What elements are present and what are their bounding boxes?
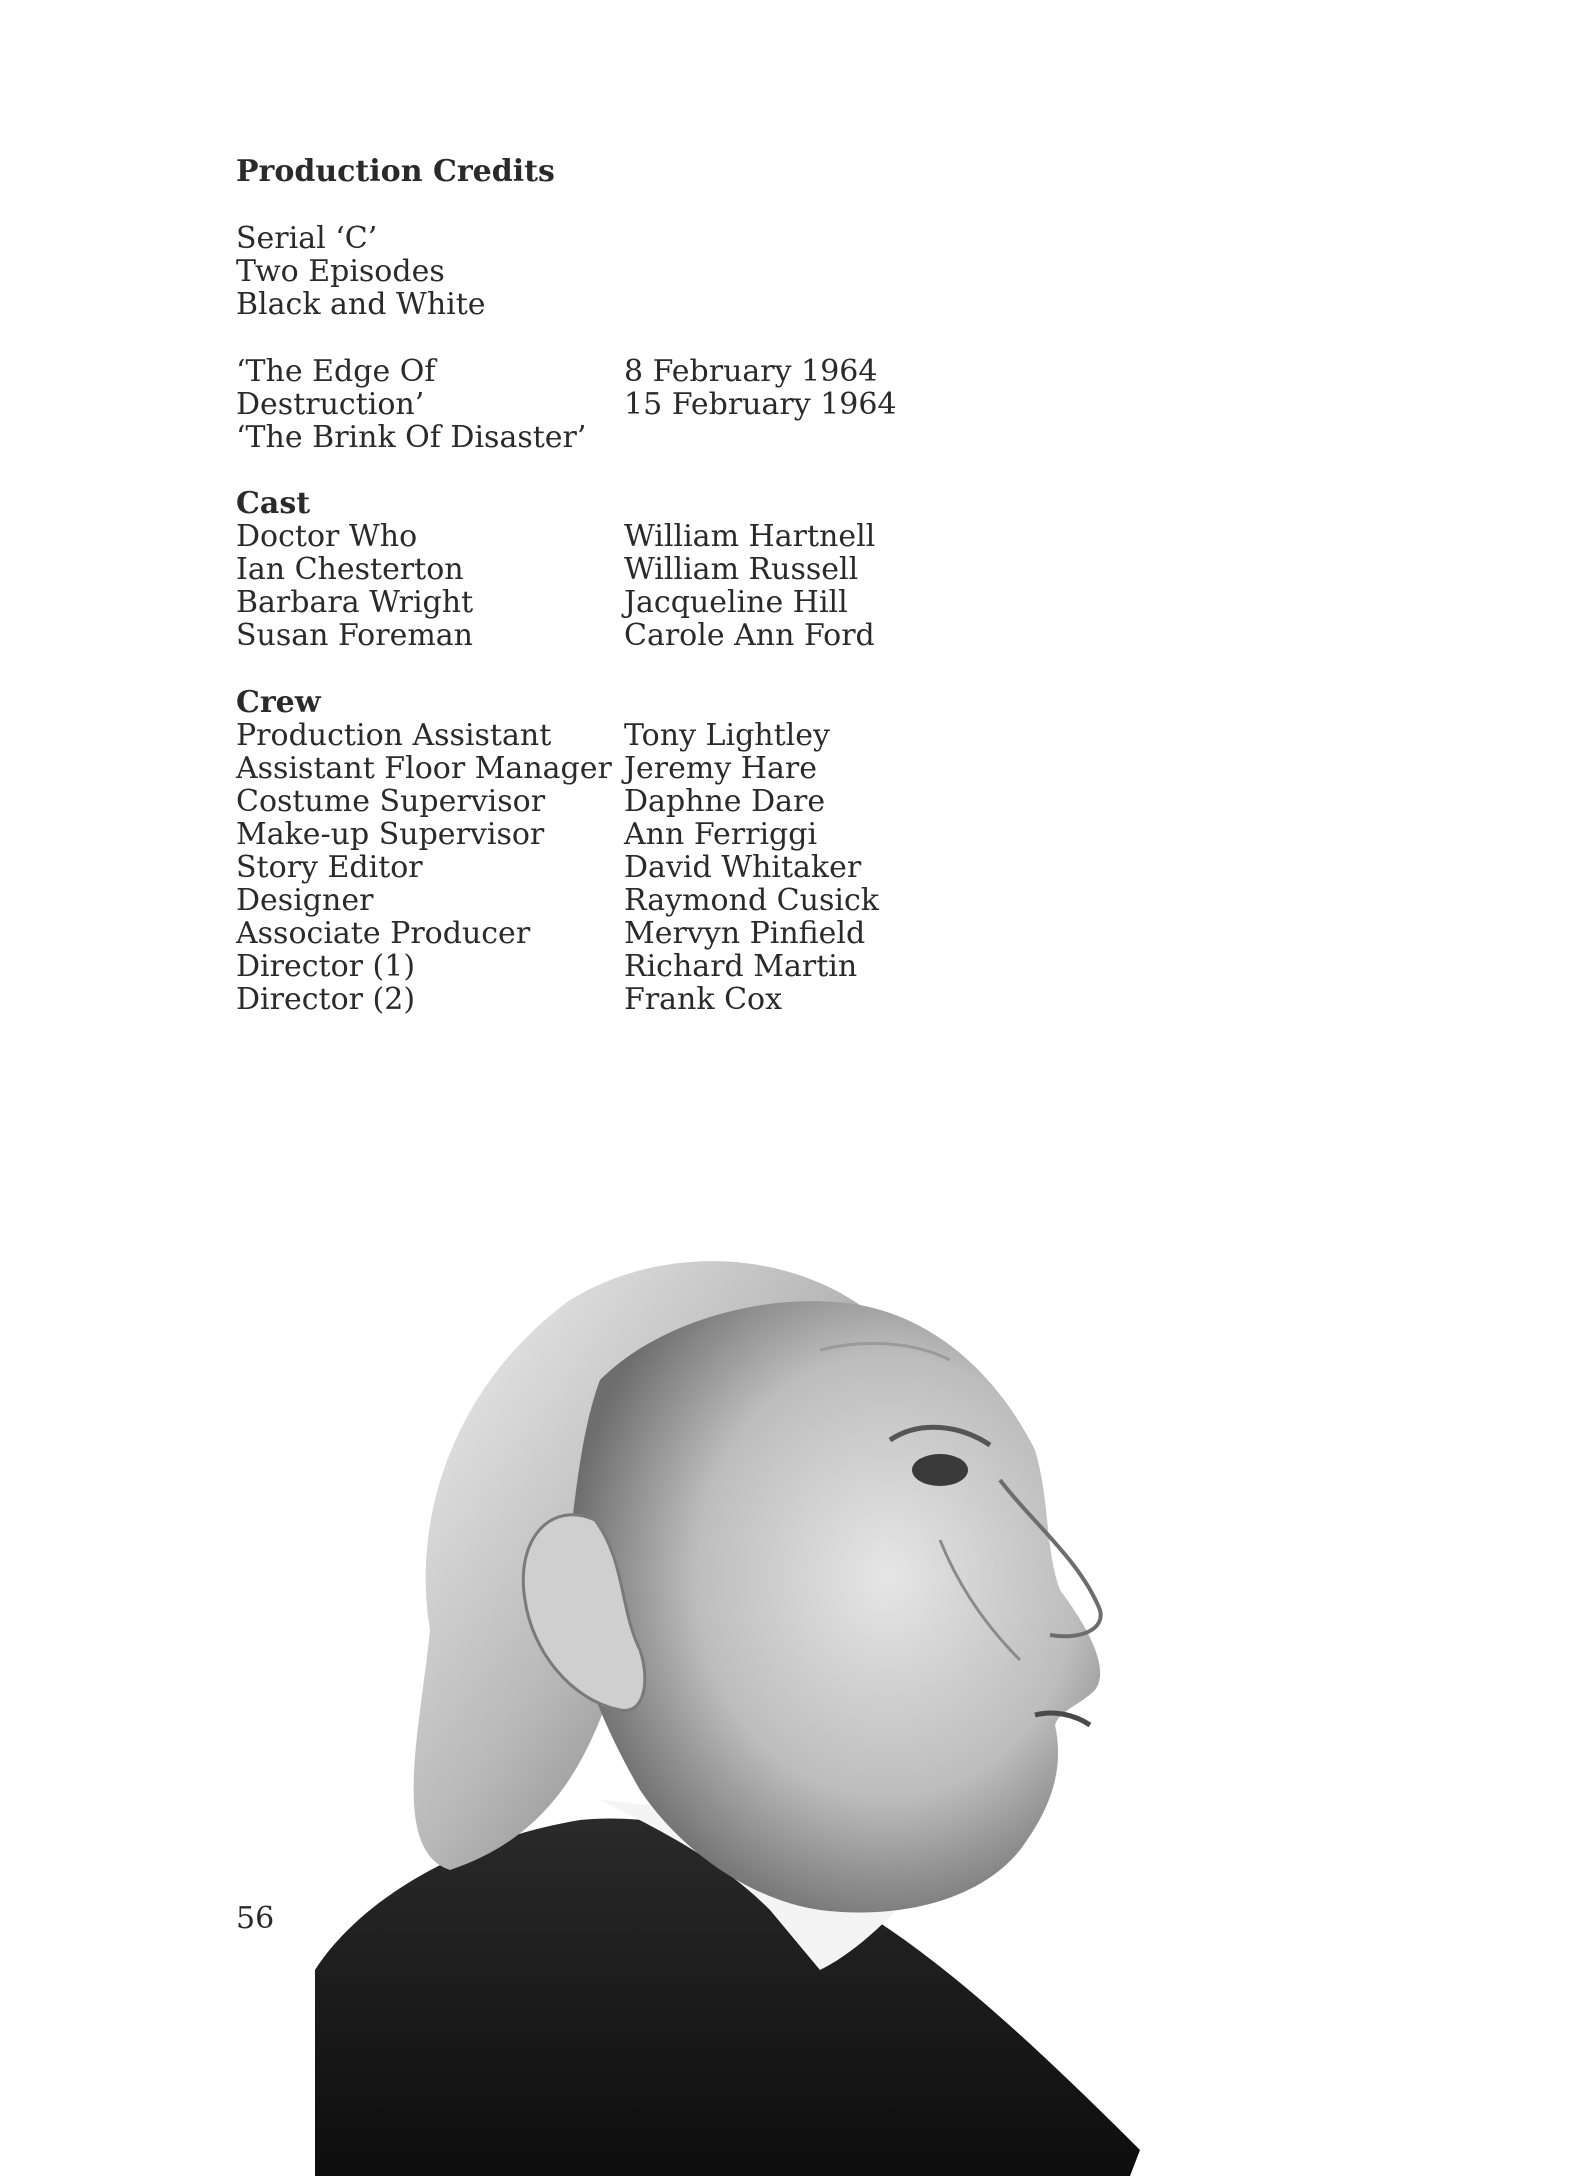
crew-role: Director (2) bbox=[236, 982, 416, 1017]
portrait-photo bbox=[300, 1210, 1200, 2176]
format-label: Black and White bbox=[236, 287, 486, 322]
crew-role: Associate Producer bbox=[236, 916, 531, 951]
page-heading: Production Credits bbox=[236, 154, 555, 189]
serial-label: Serial ‘C’ bbox=[236, 221, 378, 256]
episode-title-line: ‘The Brink Of Disaster’ bbox=[236, 420, 587, 455]
cast-actor: William Russell bbox=[624, 552, 859, 587]
eye-shape bbox=[912, 1454, 968, 1486]
cast-role: Doctor Who bbox=[236, 519, 418, 554]
crew-role: Designer bbox=[236, 883, 374, 918]
cast-actor: Carole Ann Ford bbox=[624, 618, 875, 653]
cast-role: Barbara Wright bbox=[236, 585, 474, 620]
crew-role: Assistant Floor Manager bbox=[236, 751, 612, 786]
crew-member: David Whitaker bbox=[624, 850, 862, 885]
cast-role: Susan Foreman bbox=[236, 618, 473, 653]
episode-date: 15 February 1964 bbox=[624, 387, 897, 422]
episode-title-line: Destruction’ bbox=[236, 387, 425, 422]
cast-heading: Cast bbox=[236, 486, 311, 521]
crew-member: Daphne Dare bbox=[624, 784, 826, 819]
crew-role: Director (1) bbox=[236, 949, 416, 984]
cast-actor: Jacqueline Hill bbox=[624, 585, 848, 620]
crew-member: Jeremy Hare bbox=[624, 751, 817, 786]
crew-role: Story Editor bbox=[236, 850, 423, 885]
crew-role: Make-up Supervisor bbox=[236, 817, 545, 852]
crew-role: Production Assistant bbox=[236, 718, 552, 753]
episode-count: Two Episodes bbox=[236, 254, 445, 289]
crew-role: Costume Supervisor bbox=[236, 784, 546, 819]
crew-member: Richard Martin bbox=[624, 949, 858, 984]
crew-member: Ann Ferriggi bbox=[624, 817, 818, 852]
crew-heading: Crew bbox=[236, 685, 321, 720]
cast-role: Ian Chesterton bbox=[236, 552, 464, 587]
crew-member: Frank Cox bbox=[624, 982, 783, 1017]
crew-member: Mervyn Pinfield bbox=[624, 916, 866, 951]
cast-actor: William Hartnell bbox=[624, 519, 876, 554]
episode-date: 8 February 1964 bbox=[624, 354, 878, 389]
page-number: 56 bbox=[236, 1901, 275, 1936]
episode-title-line: ‘The Edge Of bbox=[236, 354, 436, 389]
crew-member: Raymond Cusick bbox=[624, 883, 879, 918]
crew-member: Tony Lightley bbox=[624, 718, 830, 753]
